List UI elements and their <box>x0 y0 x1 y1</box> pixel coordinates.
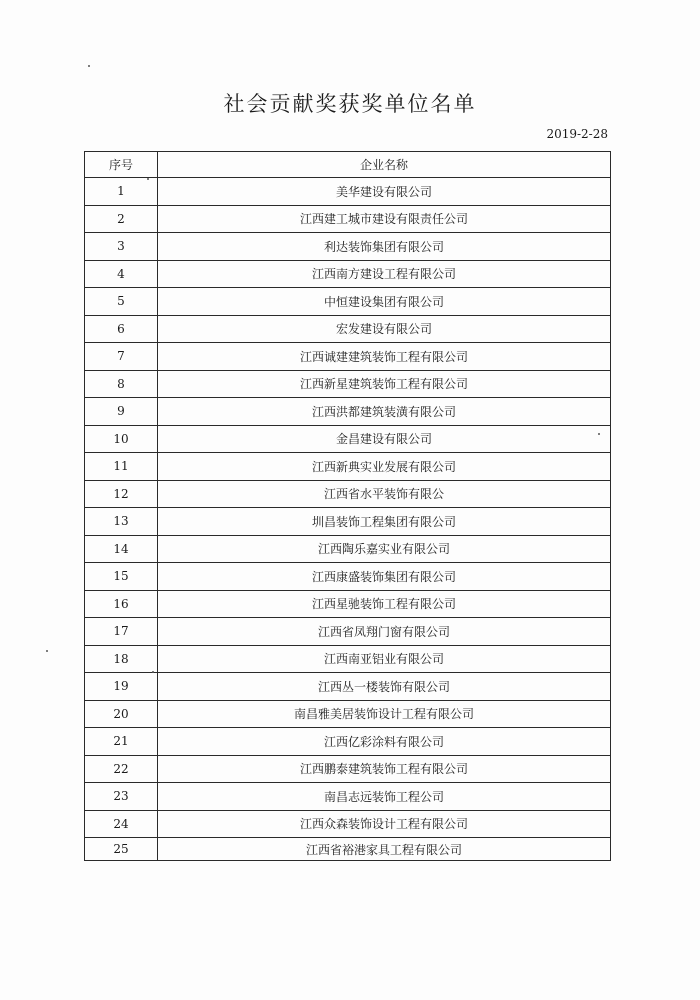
document-title: 社会贡献奖获奖单位名单 <box>223 92 477 116</box>
table-row <box>85 563 611 591</box>
row-company-name: 江西南方建设工程有限公司 <box>158 260 611 288</box>
table-row <box>85 673 611 701</box>
row-serial-number: 11 <box>85 453 158 481</box>
row-company-name: 江西星驰装饰工程有限公司 <box>158 590 611 618</box>
row-serial-number: 21 <box>85 728 158 756</box>
table-row <box>85 783 611 811</box>
table-row <box>85 535 611 563</box>
row-company-name: 江西省凤翔门窗有限公司 <box>158 618 611 646</box>
row-serial-number: 2 <box>85 205 158 233</box>
table-row <box>85 205 611 233</box>
row-company-name: 江西康盛装饰集团有限公司 <box>158 563 611 591</box>
row-company-name: 江西鹏泰建筑装饰工程有限公司 <box>158 755 611 783</box>
row-company-name: 江西亿彩涂料有限公司 <box>158 728 611 756</box>
row-company-name: 江西陶乐嘉实业有限公司 <box>158 535 611 563</box>
row-company-name: 江西新星建筑装饰工程有限公司 <box>158 370 611 398</box>
row-company-name: 宏发建设有限公司 <box>158 315 611 343</box>
scan-speck <box>147 178 149 180</box>
table-row <box>85 315 611 343</box>
table-row <box>85 178 611 206</box>
table-row <box>85 370 611 398</box>
table-row <box>85 618 611 646</box>
row-serial-number: 12 <box>85 480 158 508</box>
row-serial-number: 10 <box>85 425 158 453</box>
table-row <box>85 838 611 861</box>
row-company-name: 江西洪都建筑装潢有限公司 <box>158 398 611 426</box>
table-row <box>85 508 611 536</box>
row-company-name: 金昌建设有限公司 <box>158 425 611 453</box>
row-company-name: 南昌雅美居装饰设计工程有限公司 <box>158 700 611 728</box>
table-body <box>85 178 611 861</box>
row-serial-number: 17 <box>85 618 158 646</box>
row-company-name: 江西丛一楼装饰有限公司 <box>158 673 611 701</box>
row-serial-number: 23 <box>85 783 158 811</box>
table-row <box>85 590 611 618</box>
row-company-name: 中恒建设集团有限公司 <box>158 288 611 316</box>
table-row <box>85 453 611 481</box>
table-row <box>85 288 611 316</box>
table-row <box>85 645 611 673</box>
row-serial-number: 13 <box>85 508 158 536</box>
row-company-name: 江西南亚铝业有限公司 <box>158 645 611 673</box>
row-serial-number: 18 <box>85 645 158 673</box>
table-row <box>85 700 611 728</box>
row-company-name: 江西诚建建筑装饰工程有限公司 <box>158 343 611 371</box>
row-company-name: 江西众森装饰设计工程有限公司 <box>158 810 611 838</box>
table-row <box>85 728 611 756</box>
row-company-name: 江西新典实业发展有限公司 <box>158 453 611 481</box>
scan-speck <box>152 671 154 673</box>
table-row <box>85 810 611 838</box>
row-company-name: 江西省水平装饰有限公 <box>158 480 611 508</box>
table-row <box>85 260 611 288</box>
row-company-name: 江西建工城市建设有限责任公司 <box>158 205 611 233</box>
row-serial-number: 3 <box>85 233 158 261</box>
row-serial-number: 9 <box>85 398 158 426</box>
table-row <box>85 398 611 426</box>
table-row <box>85 343 611 371</box>
table-row <box>85 755 611 783</box>
row-serial-number: 19 <box>85 673 158 701</box>
award-list-table <box>84 151 611 861</box>
header-company-name: 企业名称 <box>158 152 611 178</box>
document-date: 2019-2-28 <box>546 127 608 141</box>
row-company-name: 利达装饰集团有限公司 <box>158 233 611 261</box>
scan-speck <box>46 650 48 652</box>
row-serial-number: 14 <box>85 535 158 563</box>
scan-speck <box>88 65 90 67</box>
header-row <box>85 152 611 178</box>
row-company-name: 美华建设有限公司 <box>158 178 611 206</box>
table-row <box>85 480 611 508</box>
scan-speck <box>598 433 600 435</box>
table-row <box>85 233 611 261</box>
row-company-name: 江西省裕港家具工程有限公司 <box>158 838 611 861</box>
row-serial-number: 7 <box>85 343 158 371</box>
row-serial-number: 24 <box>85 810 158 838</box>
row-serial-number: 16 <box>85 590 158 618</box>
header-serial-number: 序号 <box>85 152 158 178</box>
table-header <box>85 152 611 178</box>
row-serial-number: 1 <box>85 178 158 206</box>
row-serial-number: 5 <box>85 288 158 316</box>
row-serial-number: 15 <box>85 563 158 591</box>
row-serial-number: 4 <box>85 260 158 288</box>
row-company-name: 圳昌装饰工程集团有限公司 <box>158 508 611 536</box>
row-serial-number: 20 <box>85 700 158 728</box>
row-serial-number: 22 <box>85 755 158 783</box>
row-serial-number: 25 <box>85 838 158 861</box>
table-row <box>85 425 611 453</box>
row-serial-number: 8 <box>85 370 158 398</box>
row-serial-number: 6 <box>85 315 158 343</box>
row-company-name: 南昌志远装饰工程公司 <box>158 783 611 811</box>
